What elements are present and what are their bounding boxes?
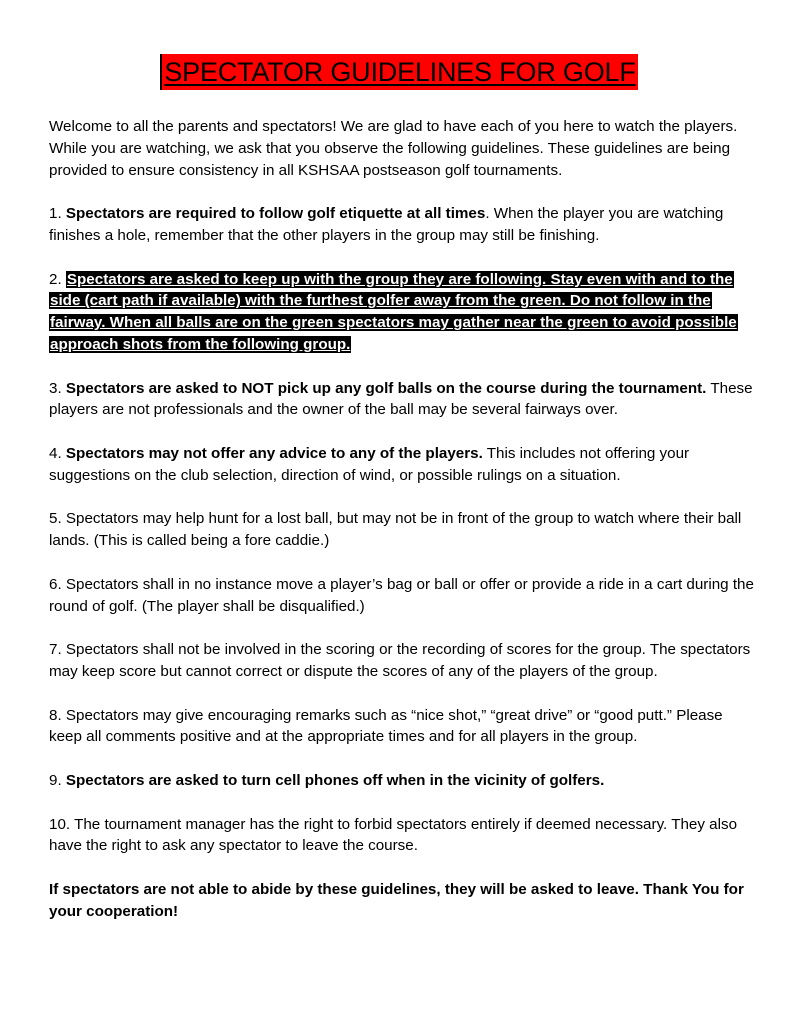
guideline-number: 5. bbox=[49, 510, 66, 528]
title-container bbox=[0, 54, 798, 90]
guideline-highlighted-text: Spectators are asked to keep up with the group they are following. Stay even with and to the side (cart path if available) with the furthest golfer away from the green. Do not follow in the fairway. When all balls are on the green spectators may gather near the green to avoid possible approach shots from the following group. bbox=[50, 270, 737, 353]
guideline-bold-text: Spectators are asked to NOT pick up any golf balls on the course during the tournament. bbox=[65, 379, 707, 397]
guideline-10 bbox=[49, 814, 759, 858]
guideline-text: Spectators may help hunt for a lost ball, but may not be in front of the group to watch where their ball lands. (This is called being a fore caddie.) bbox=[49, 510, 742, 550]
guideline-number: 1. bbox=[49, 205, 66, 223]
guideline-4 bbox=[49, 443, 759, 487]
guideline-text: Spectators may give encouraging remarks such as “nice shot,” “great drive” or “good putt.” Please keep all comments positive and at the appropriate times and for all players in the group. bbox=[49, 706, 723, 746]
guideline-7 bbox=[49, 639, 759, 683]
guideline-number: 7. bbox=[49, 641, 66, 659]
guideline-number: 8. bbox=[49, 706, 66, 724]
guideline-bold-text: Spectators are required to follow golf etiquette at all times bbox=[65, 205, 486, 223]
guideline-8 bbox=[49, 705, 759, 749]
guideline-number: 3. bbox=[49, 379, 66, 397]
guideline-9 bbox=[49, 770, 759, 792]
closing-bold-text: If spectators are not able to abide by these guidelines, they will be asked to leave. Thank You for your cooperation! bbox=[49, 880, 744, 920]
guideline-number: 6. bbox=[49, 575, 66, 593]
guideline-3 bbox=[49, 378, 759, 422]
guideline-text: . When the player you are watching finishes a hole, remember that the other players in the group may still be finishing. bbox=[49, 205, 724, 244]
guideline-bold-text: Spectators are asked to turn cell phones off when in the vicinity of golfers. bbox=[65, 771, 605, 789]
guideline-5 bbox=[49, 508, 759, 552]
guideline-text: Spectators shall not be involved in the scoring or the recording of scores for the group. The spectators may keep score but cannot correct or dispute the scores of any of the players of the group. bbox=[49, 641, 751, 680]
guideline-text: These players are not professionals and the owner of the ball may be several fairways over. bbox=[49, 379, 753, 419]
guideline-number: 10. bbox=[49, 815, 75, 833]
document-body bbox=[49, 116, 759, 944]
guideline-number: 4. bbox=[49, 444, 66, 462]
page-title: SPECTATOR GUIDELINES FOR GOLF bbox=[160, 54, 637, 90]
guideline-number: 2. bbox=[49, 270, 66, 288]
guideline-text: Spectators shall in no instance move a player’s bag or ball or offer or provide a ride in a cart during the round of golf. (The player shall be disqualified.) bbox=[49, 575, 754, 615]
guideline-text: This includes not offering your suggestions on the club selection, direction of wind, or possible rulings on a situation. bbox=[49, 444, 690, 484]
guideline-6 bbox=[49, 574, 759, 618]
guideline-2 bbox=[49, 269, 759, 356]
guideline-bold-text: Spectators may not offer any advice to any of the players. bbox=[65, 444, 483, 462]
closing-statement bbox=[49, 879, 759, 923]
guideline-number: 9. bbox=[49, 771, 66, 789]
intro-paragraph: Welcome to all the parents and spectators! We are glad to have each of you here to watch the players. While you are watching, we ask that you observe the following guidelines. These guidelines are being provided to ensure consistency in all KSHSAA postseason golf tournaments. bbox=[49, 118, 738, 179]
guideline-1 bbox=[49, 203, 759, 247]
guideline-text: The tournament manager has the right to forbid spectators entirely if deemed necessary. They also have the right to ask any spectator to leave the course. bbox=[49, 815, 738, 855]
